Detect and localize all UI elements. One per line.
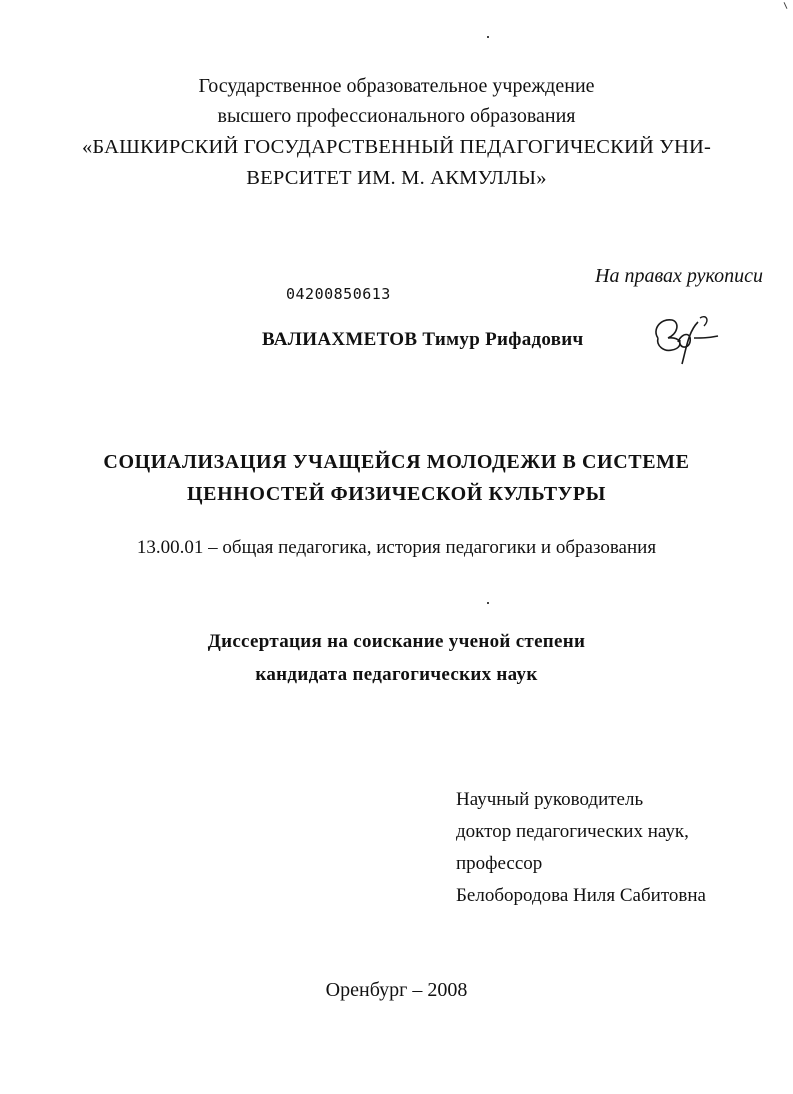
institution-line-2: высшего профессионального образования <box>217 105 576 127</box>
supervisor-name: Белобородова Ниля Сабитовна <box>456 885 706 906</box>
supervisor-title: профессор <box>456 853 543 874</box>
specialty-code: 13.00.01 – общая педагогика, история педагогики и образования <box>136 537 657 558</box>
thesis-title-line-2: ЦЕННОСТЕЙ ФИЗИЧЕСКОЙ КУЛЬТУРЫ <box>187 483 606 505</box>
supervisor-degree: доктор педагогических наук, <box>456 821 689 842</box>
scan-speck <box>487 36 489 38</box>
institution-line-1: Государственное образовательное учреждение <box>198 75 595 97</box>
thesis-title-line-1: СОЦИАЛИЗАЦИЯ УЧАЩЕЙСЯ МОЛОДЕЖИ В СИСТЕМЕ <box>103 451 690 473</box>
dissertation-line-1: Диссертация на соискание ученой степени <box>207 631 586 652</box>
institution-line-3: «БАШКИРСКИЙ ГОСУДАРСТВЕННЫЙ ПЕДАГОГИЧЕСКИЙ УНИ- <box>81 136 712 158</box>
author-name: ВАЛИАХМЕТОВ Тимур Рифадович <box>262 329 584 350</box>
scan-speck <box>784 2 788 9</box>
supervisor-role: Научный руководитель <box>456 789 644 810</box>
city-year: Оренбург – 2008 <box>325 979 468 1001</box>
signature-image <box>648 308 720 368</box>
institution-line-4: ВЕРСИТЕТ ИМ. М. АКМУЛЛЫ» <box>246 167 547 189</box>
scan-speck <box>487 602 489 604</box>
dissertation-line-2: кандидата педагогических наук <box>255 664 538 685</box>
registration-code: 04200850613 <box>286 285 391 303</box>
manuscript-note: На правах рукописи <box>595 265 763 287</box>
